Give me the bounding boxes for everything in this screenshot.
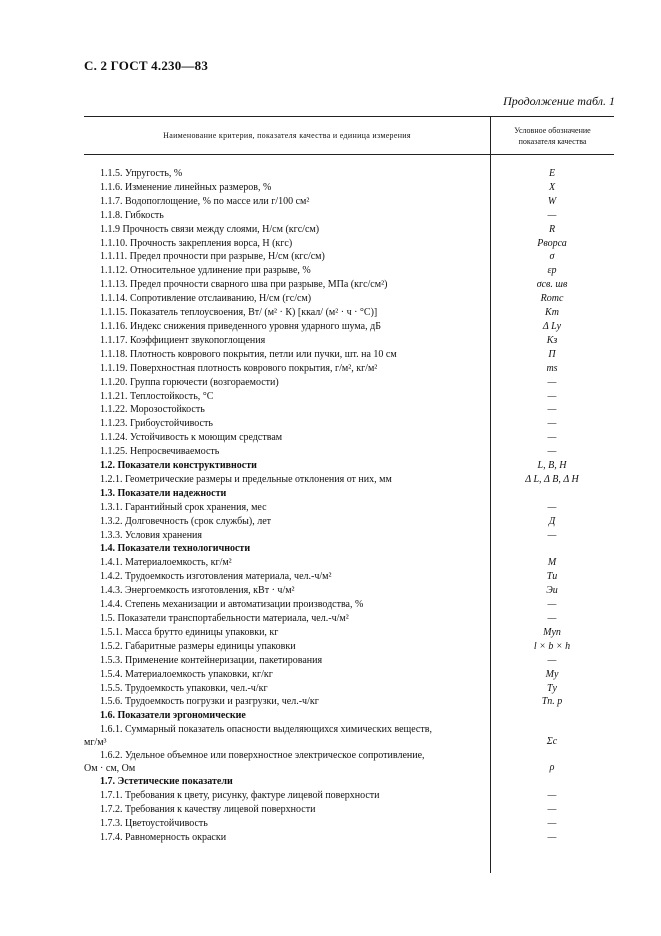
row-name-text: 1.6.1. Суммарный показатель опасности выделяющихся химических веществ, <box>100 724 432 736</box>
row-code: — <box>547 376 557 388</box>
table-row <box>84 668 614 682</box>
row-name <box>84 376 490 390</box>
row-name-text: 1.1.17. Коэффициент звукопоглощения <box>100 334 266 346</box>
row-name <box>84 501 490 515</box>
row-code: — <box>547 599 557 611</box>
row-name <box>84 209 490 223</box>
table-row <box>84 789 614 803</box>
row-name-text: 1.7. Эстетические показатели <box>100 776 233 788</box>
section-row <box>84 709 614 723</box>
row-name <box>84 237 490 251</box>
section-row <box>84 487 614 501</box>
row-code: E <box>548 168 556 179</box>
row-name-text: 1.3.3. Условия хранения <box>100 529 203 541</box>
table-row <box>84 817 614 831</box>
table-row <box>84 515 614 529</box>
row-code: ms <box>546 362 558 374</box>
row-code: ρ <box>549 762 555 774</box>
table-row <box>84 417 614 431</box>
row-name-text: 1.1.15. Показатель теплоусвоения, Вт/ (м² · К) [ккал/ (м² · ч · °С)] <box>100 307 378 319</box>
table-row <box>84 237 614 251</box>
table-row <box>84 403 614 417</box>
row-code: — <box>547 501 557 513</box>
row-code: — <box>547 613 557 624</box>
table-row <box>84 556 614 570</box>
column-divider <box>490 155 491 873</box>
row-name-text: 1.3. Показатели надежности <box>100 487 227 499</box>
table-row <box>84 376 614 390</box>
row-name <box>84 803 490 817</box>
row-name-text: 1.1.6. Изменение линейных размеров, % <box>100 181 272 193</box>
row-name-text: 1.1.11. Предел прочности при разрыве, Н/см (кгс/см) <box>100 251 325 263</box>
row-name <box>84 789 490 803</box>
table-row <box>84 654 614 668</box>
row-name <box>84 831 490 845</box>
row-code: Эи <box>546 585 558 597</box>
row-name <box>84 817 490 831</box>
row-name-text: 1.1.12. Относительное удлинение при разрыве, % <box>100 265 311 277</box>
table-row <box>84 695 614 709</box>
row-code: Kт <box>545 307 559 319</box>
row-name <box>84 723 490 749</box>
row-code: — <box>547 390 557 402</box>
row-code: Rотс <box>540 293 564 305</box>
column-header-code <box>491 117 614 154</box>
row-name <box>84 403 490 417</box>
row-name-text: 1.1.14. Сопротивление отслаиванию, Н/см (гс/см) <box>100 293 312 305</box>
row-code: — <box>547 432 557 444</box>
row-name-text: 1.1.18. Плотность коврового покрытия, петли или пучки, шт. на 10 см <box>100 348 397 360</box>
row-name <box>84 195 490 209</box>
row-name <box>84 445 490 459</box>
table-row <box>84 306 614 320</box>
row-name-text: 1.1.16. Индекс снижения приведенного уровня ударного шума, дБ <box>100 320 381 332</box>
row-name <box>84 654 490 668</box>
row-code: — <box>547 418 557 430</box>
row-name-text: 1.1.25. Непросвечиваемость <box>100 446 220 458</box>
row-code: Δ L, Δ B, Δ H <box>525 473 579 485</box>
row-name-text: 1.6.2. Удельное объемное или поверхностное электрическое сопротивление, <box>100 750 425 762</box>
table-row <box>84 264 614 278</box>
table-row <box>84 167 614 181</box>
row-code: l × b × h <box>533 640 571 652</box>
table-row <box>84 445 614 459</box>
section-row <box>84 542 614 556</box>
row-name <box>84 556 490 570</box>
row-name <box>84 167 490 181</box>
row-name <box>84 529 490 543</box>
row-name <box>84 181 490 195</box>
row-name-text: 1.5.5. Трудоемкость упаковки, чел.-ч/кг <box>100 682 268 694</box>
row-name-text: 1.1.10. Прочность закрепления ворса, Н (кгс) <box>100 237 293 249</box>
row-name-text: 1.2. Показатели конструктивности <box>100 460 257 472</box>
row-code: W <box>547 195 557 207</box>
table-row <box>84 209 614 223</box>
row-name-text: 1.4.2. Трудоемкость изготовления материала, чел.-ч/м² <box>100 571 332 583</box>
table-row <box>84 292 614 306</box>
table-row <box>84 195 614 209</box>
row-code: — <box>547 404 557 416</box>
row-name <box>84 292 490 306</box>
row-name <box>84 334 490 348</box>
table-row <box>84 348 614 362</box>
row-name <box>84 390 490 404</box>
table-row <box>84 803 614 817</box>
row-name-text: 1.5.2. Габаритные размеры единицы упаковки <box>100 640 296 652</box>
row-name <box>84 223 490 237</box>
row-name-text: 1.1.5. Упругость, % <box>100 168 183 179</box>
row-name <box>84 320 490 334</box>
row-code: — <box>547 446 557 458</box>
row-name-text: 1.7.4. Равномерность окраски <box>100 831 227 843</box>
row-code: Σс <box>546 736 558 748</box>
table-row <box>84 682 614 696</box>
table-row <box>84 431 614 445</box>
row-code: εр <box>547 265 557 277</box>
table-row <box>84 626 614 640</box>
row-name <box>84 250 490 264</box>
row-name <box>84 542 490 556</box>
column-header-name: Наименование критерия, показателя качества и единица измерения <box>84 117 491 154</box>
column-header-code-line1: Условное обозначение <box>514 125 591 135</box>
row-name <box>84 626 490 640</box>
row-name <box>84 570 490 584</box>
row-name <box>84 348 490 362</box>
table-row <box>84 334 614 348</box>
row-name-text: 1.2.1. Геометрические размеры и предельные отклонения от них, мм <box>100 473 392 485</box>
table-row <box>84 250 614 264</box>
row-code: Tу <box>547 682 557 694</box>
row-code: Mуп <box>543 626 561 638</box>
row-name <box>84 682 490 696</box>
row-name-text: 1.7.2. Требования к качеству лицевой поверхности <box>100 804 316 816</box>
section-row <box>84 459 614 473</box>
row-code: — <box>547 817 557 829</box>
row-name <box>84 749 490 775</box>
row-code: Δ Lу <box>542 320 562 332</box>
row-code: Pворса <box>537 237 567 249</box>
row-name-text: 1.1.21. Теплостойкость, °С <box>100 390 214 402</box>
row-name <box>84 598 490 612</box>
row-name-text: 1.5.4. Материалоемкость упаковки, кг/кг <box>100 668 273 680</box>
row-code: L, B, H <box>537 460 567 472</box>
row-code: П <box>548 348 556 360</box>
row-name <box>84 487 490 501</box>
row-name-text: 1.5.6. Трудоемкость погрузки и разгрузки, чел.-ч/кг <box>100 696 319 708</box>
section-row <box>84 775 614 789</box>
table-row <box>84 612 614 626</box>
row-name <box>84 668 490 682</box>
row-code: Tп. р <box>541 696 563 708</box>
row-code: σ <box>549 251 555 263</box>
row-code: — <box>547 804 557 816</box>
row-name-text: 1.1.19. Поверхностная плотность коврового покрытия, г/м², кг/м² <box>100 362 378 374</box>
row-code: — <box>547 831 557 843</box>
table-continuation-label: Продолжение табл. 1 <box>503 94 615 108</box>
criteria-table <box>84 116 614 845</box>
page-title: С. 2 ГОСТ 4.230—83 <box>84 58 209 73</box>
row-name-continuation: Ом · см, Ом <box>84 763 136 775</box>
row-name <box>84 473 490 487</box>
table-row <box>84 181 614 195</box>
table-header <box>84 117 614 155</box>
row-name-text: 1.1.7. Водопоглощение, % по массе или г/100 см² <box>100 195 310 207</box>
table-row <box>84 584 614 598</box>
row-name <box>84 584 490 598</box>
table-row <box>84 320 614 334</box>
row-name <box>84 612 490 626</box>
row-name <box>84 459 490 473</box>
table-row <box>84 223 614 237</box>
row-name <box>84 362 490 376</box>
row-name-text: 1.1.20. Группа горючести (возгораемости) <box>100 376 279 388</box>
row-code: R <box>548 223 556 235</box>
row-code: Mу <box>545 668 559 680</box>
row-name-continuation: мг/м³ <box>84 737 107 749</box>
table-row <box>84 640 614 654</box>
table-row <box>84 831 614 845</box>
row-name-text: 1.5.3. Применение контейнеризации, пакетирования <box>100 654 323 666</box>
row-name-text: 1.1.23. Грибоустойчивость <box>100 418 213 430</box>
row-name-text: 1.6. Показатели эргономические <box>100 710 246 722</box>
table-row <box>84 278 614 292</box>
row-name <box>84 278 490 292</box>
row-name-text: 1.4.1. Материалоемкость, кг/м² <box>100 557 232 569</box>
row-code: X <box>548 181 556 193</box>
row-name <box>84 431 490 445</box>
row-name <box>84 695 490 709</box>
row-name-text: 1.4.3. Энергоемкость изготовления, кВт · ч/м² <box>100 585 295 597</box>
table-row <box>84 473 614 487</box>
row-name-text: 1.4. Показатели технологичности <box>100 543 251 555</box>
row-code: Tи <box>546 571 558 583</box>
row-name <box>84 640 490 654</box>
row-name <box>84 775 490 789</box>
table-row <box>84 362 614 376</box>
row-code: — <box>547 529 557 541</box>
row-name-text: 1.5. Показатели транспортабельности материала, чел.-ч/м² <box>100 613 349 624</box>
row-name-text: 1.7.3. Цветоустойчивость <box>100 817 208 829</box>
row-name-text: 1.3.2. Долговечность (срок службы), лет <box>100 515 272 527</box>
table-row <box>84 723 614 749</box>
row-name-text: 1.7.1. Требования к цвету, рисунку, фактуре лицевой поверхности <box>100 790 380 802</box>
row-code: — <box>547 654 557 666</box>
row-name <box>84 306 490 320</box>
row-code: Kз <box>546 334 558 346</box>
table-row <box>84 570 614 584</box>
row-name-text: 1.4.4. Степень механизации и автоматизации производства, % <box>100 599 364 611</box>
table-row <box>84 749 614 775</box>
table-row <box>84 501 614 515</box>
row-name <box>84 417 490 431</box>
table-row <box>84 390 614 404</box>
table-body <box>84 155 614 845</box>
row-name <box>84 709 490 723</box>
table-row <box>84 598 614 612</box>
column-header-code-line2: показателя качества <box>518 136 587 146</box>
row-name-text: 1.1.22. Морозостойкость <box>100 404 205 416</box>
row-name-text: 1.1.9 Прочность связи между слоями, Н/см (кгс/см) <box>100 223 320 235</box>
row-name-text: 1.1.8. Гибкость <box>100 209 164 221</box>
row-name <box>84 515 490 529</box>
row-code: M <box>547 557 557 569</box>
row-name-text: 1.5.1. Масса брутто единицы упаковки, кг <box>100 626 279 638</box>
row-name-text: 1.1.24. Устойчивость к моющим средствам <box>100 432 283 444</box>
row-name-text: 1.3.1. Гарантийный срок хранения, мес <box>100 501 267 513</box>
row-code: — <box>547 790 557 802</box>
table-rows <box>84 155 614 845</box>
row-name <box>84 264 490 278</box>
row-code: — <box>547 209 557 221</box>
row-code: Д <box>548 515 556 527</box>
row-name-text: 1.1.13. Предел прочности сварного шва при разрыве, МПа (кгс/см²) <box>100 279 388 291</box>
row-code: σсв. шв <box>536 279 568 291</box>
table-row <box>84 529 614 543</box>
